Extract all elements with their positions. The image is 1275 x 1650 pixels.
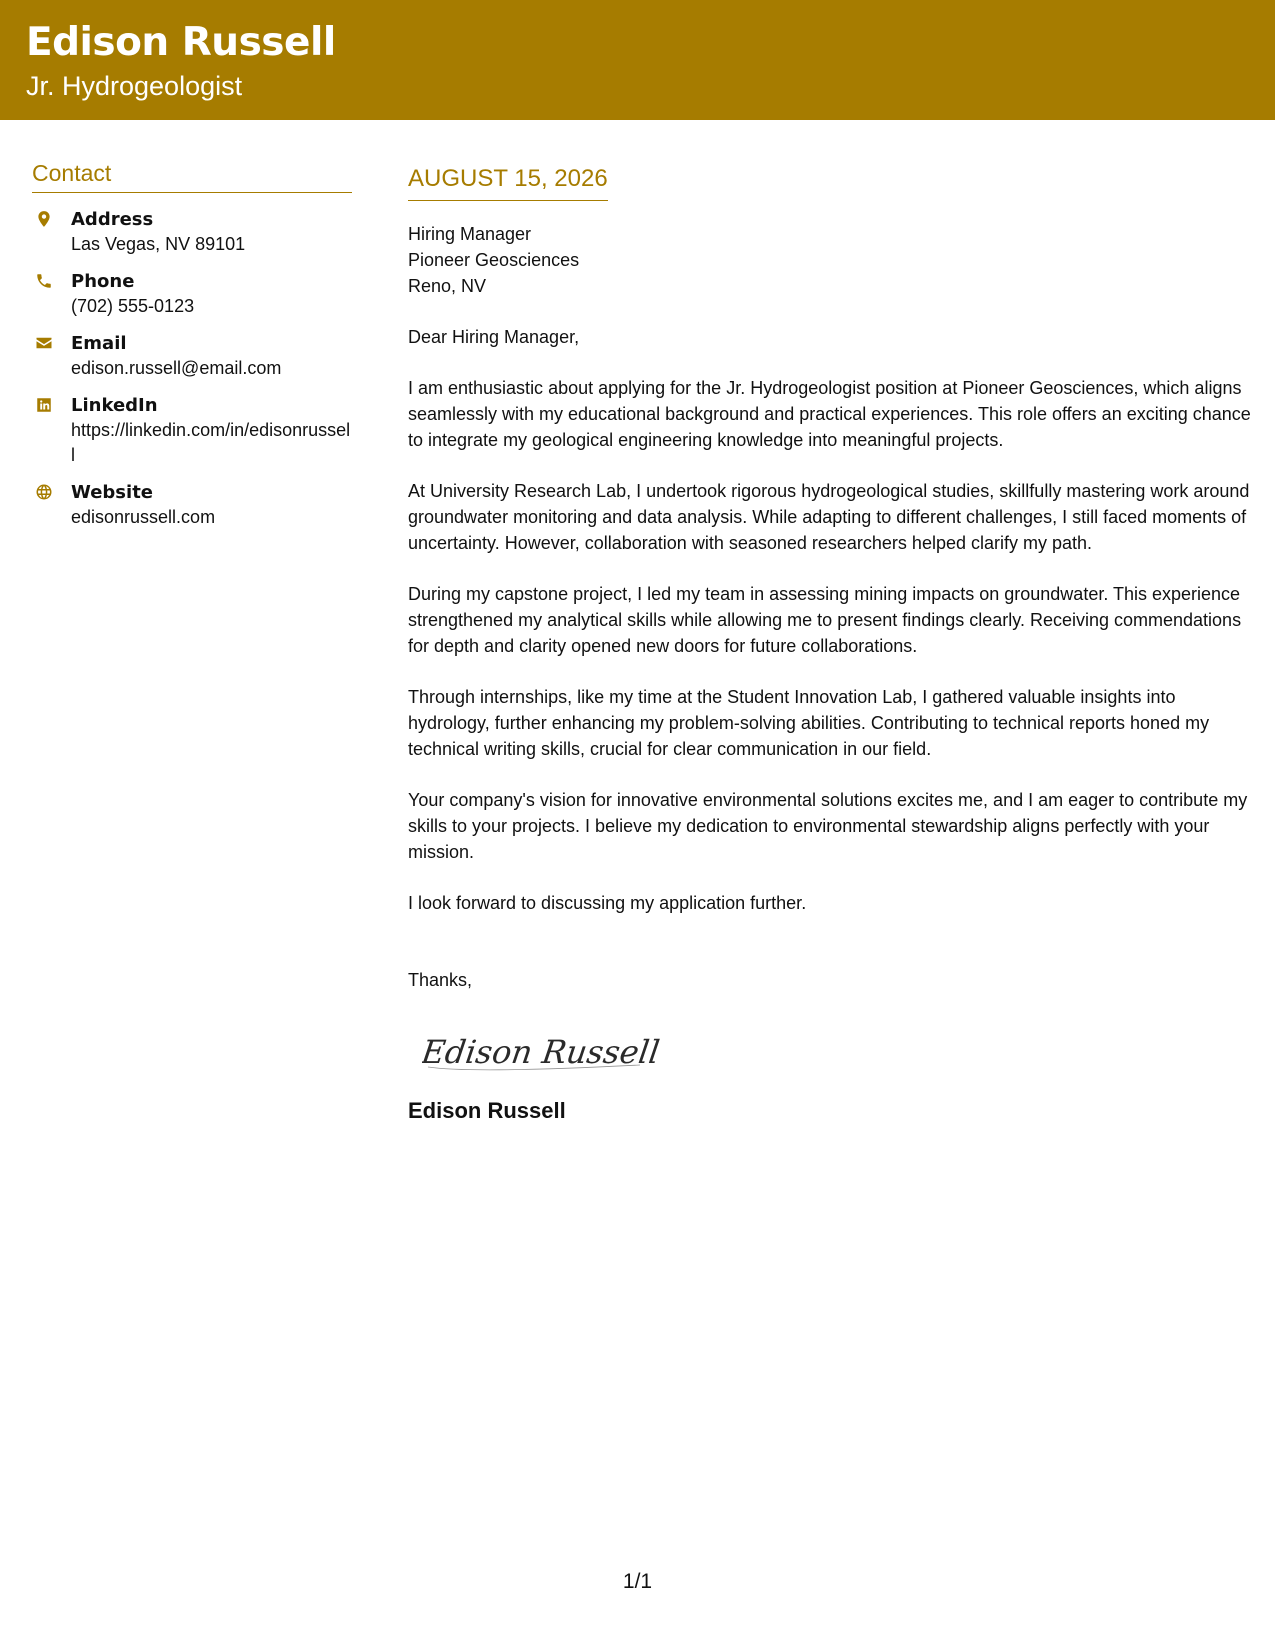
letter-paragraph: I look forward to discussing my application further. xyxy=(408,892,807,913)
contact-value: Las Vegas, NV 89101 xyxy=(71,233,246,254)
globe-icon xyxy=(34,482,54,502)
job-title: Jr. Hydrogeologist xyxy=(26,71,243,101)
contact-label: LinkedIn xyxy=(71,394,158,416)
page-number: 1/1 xyxy=(622,1570,653,1593)
contact-value: edisonrussell.com xyxy=(71,506,216,527)
recipient-block xyxy=(408,221,1253,299)
applicant-name: Edison Russell xyxy=(26,20,336,65)
recipient-line: Reno, NV xyxy=(408,275,487,296)
recipient-line: Hiring Manager xyxy=(408,223,532,244)
contact-item-address xyxy=(32,207,352,257)
signer-name: Edison Russell xyxy=(408,1097,566,1123)
svg-text:Edison Russell: Edison Russell xyxy=(422,1032,662,1071)
map-pin-icon xyxy=(34,209,54,229)
contact-value: edison.russell@email.com xyxy=(71,357,282,378)
contact-value: https://linkedin.com/in/edisonrussell xyxy=(71,419,351,465)
header-banner xyxy=(0,0,1275,120)
recipient-line: Pioneer Geosciences xyxy=(408,249,580,270)
letter-paragraph: During my capstone project, I led my team in assessing mining impacts on groundwater. This experience strengthened my analytical skills while allowing me to present findings clearly. Receiving commendations for depth and clarity opened new doors for future collaborations. xyxy=(408,583,1242,656)
contact-item-linkedin xyxy=(32,393,352,468)
contact-label: Email xyxy=(71,332,127,354)
contact-list xyxy=(32,207,352,530)
letter-paragraph: Your company's vision for innovative environmental solutions excites me, and I am eager to contribute my skills to your projects. I believe my dedication to environmental stewardship aligns perfectly with your mission. xyxy=(408,789,1248,862)
letter-paragraph: I am enthusiastic about applying for the Jr. Hydrogeologist position at Pioneer Geosciences, which aligns seamlessly with my educational background and practical experiences. This role offers an exciting chance to integrate my geological engineering knowledge into meaningful projects. xyxy=(408,377,1251,450)
envelope-icon xyxy=(34,333,54,353)
contact-label: Address xyxy=(71,208,154,230)
letter-date: AUGUST 15, 2026 xyxy=(408,165,608,201)
contact-label: Website xyxy=(71,481,154,503)
handwritten-signature xyxy=(422,1023,1253,1079)
phone-icon xyxy=(34,271,54,291)
letter-paragraph: At University Research Lab, I undertook rigorous hydrogeological studies, skillfully mastering work around groundwater monitoring and data analysis. While adapting to different challenges, I still faced moments of uncertainty. However, collaboration with seasoned researchers helped clarify my path. xyxy=(408,480,1250,553)
closing: Thanks, xyxy=(408,969,473,990)
contact-value: (702) 555-0123 xyxy=(71,295,195,316)
contact-item-email xyxy=(32,331,352,381)
letter-paragraph: Through internships, like my time at the Student Innovation Lab, I gathered valuable insights into hydrology, further enhancing my problem-solving abilities. Contributing to technical reports honed my technical writing skills, crucial for clear communication in our field. xyxy=(408,686,1210,759)
contact-sidebar xyxy=(32,160,352,542)
salutation: Dear Hiring Manager, xyxy=(408,326,580,347)
contact-label: Phone xyxy=(71,270,135,292)
letter-body xyxy=(408,165,1253,1125)
contact-item-phone xyxy=(32,269,352,319)
contact-item-website xyxy=(32,480,352,530)
linkedin-icon xyxy=(34,395,54,415)
contact-heading: Contact xyxy=(32,160,352,193)
